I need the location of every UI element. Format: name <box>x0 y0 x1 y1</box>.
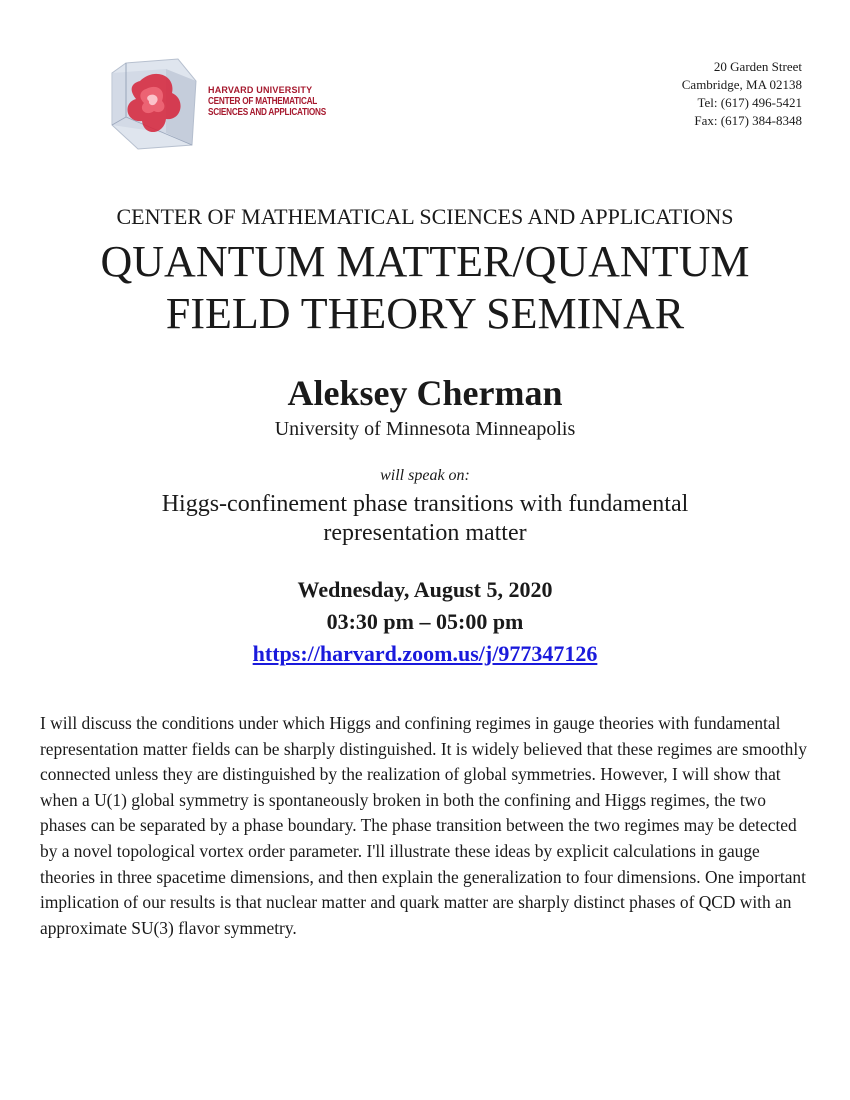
address-block <box>682 58 802 130</box>
zoom-link[interactable]: https://harvard.zoom.us/j/977347126 <box>252 641 598 666</box>
address-fax: Fax: (617) 384-8348 <box>694 113 802 128</box>
seminar-series-title <box>0 236 850 340</box>
talk-title <box>0 490 850 548</box>
center-name: CENTER OF MATHEMATICAL SCIENCES AND APPLICATIONS <box>116 204 734 229</box>
address-city: Cambridge, MA 02138 <box>681 77 802 92</box>
talk-title-line-1: Higgs-confinement phase transitions with fundamental <box>161 491 689 517</box>
address-street: 20 Garden Street <box>713 59 802 74</box>
event-schedule <box>0 574 850 670</box>
event-date: Wednesday, August 5, 2020 <box>297 577 553 602</box>
speaker-name: Aleksey Cherman <box>287 373 563 413</box>
cmsa-logo <box>106 55 336 151</box>
address-tel: Tel: (617) 496-5421 <box>697 95 802 110</box>
will-speak-label: will speak on: <box>380 467 470 484</box>
logo-line-sciences: SCIENCES AND APPLICATIONS <box>208 107 326 118</box>
series-line-1: QUANTUM MATTER/QUANTUM <box>100 237 750 286</box>
talk-title-line-2: representation matter <box>323 520 527 546</box>
cube-logo-icon <box>106 55 202 151</box>
speaker-affiliation: University of Minnesota Minneapolis <box>274 418 576 440</box>
event-time: 03:30 pm – 05:00 pm <box>326 609 524 634</box>
series-line-2: FIELD THEORY SEMINAR <box>165 289 685 338</box>
abstract-text: I will discuss the conditions under which Higgs and confining regimes in gauge theories with fundamental representation matter fields can be sharply distinguished. It is widely believed that these regimes are smoothly connected unless they are distinguished by the realization of global symmetries. However, I will show that when a U(1) global symmetry is spontaneously broken in both the confining and Higgs regimes, the two phases can be separated by a phase boundary. The phase transition between the two regimes may be detected by a novel topological vortex order parameter. I'll illustrate these ideas by explicit calculations in gauge theories in three spacetime dimensions, and then explain the generalization to four dimensions. One important implication of our results is that nuclear matter and quark matter are sharply distinct phases of QCD with an approximate SU(3) flavor symmetry. <box>40 713 807 938</box>
logo-line-university: HARVARD UNIVERSITY <box>208 85 313 95</box>
logo-line-center: CENTER OF MATHEMATICAL <box>208 96 318 107</box>
logo-text <box>208 85 352 118</box>
